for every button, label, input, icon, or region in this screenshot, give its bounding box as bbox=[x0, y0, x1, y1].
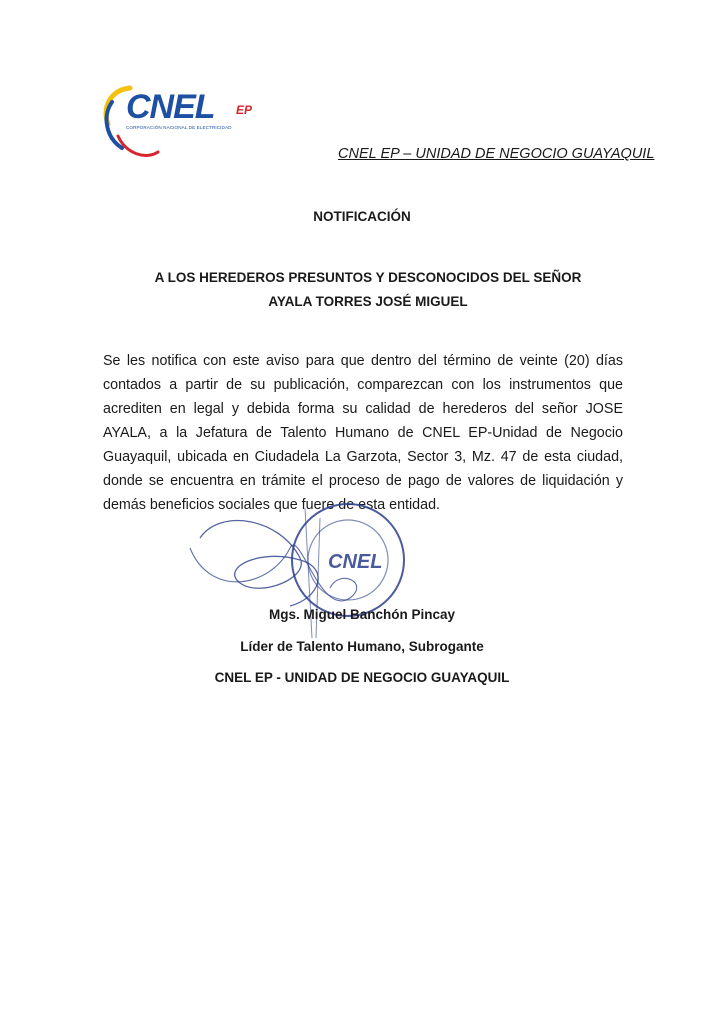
notification-body: Se les notifica con este aviso para que dentro del término de veinte (20) días contados a partir de su publicación, comparezcan con los instrumentos que acrediten en legal y debida forma su calidad de herederos del señor JOSE AYALA, a la Jefatura de Talento Humano de CNEL EP-Unidad de Negocio Guayaquil, ubicada en Ciudadela La Garzota, Sector 3, Mz. 47 de esta ciudad, donde se encuentra en trámite el proceso de pago de valores de liquidación y demás beneficios sociales que fuere de esta entidad. bbox=[103, 353, 623, 513]
signatory-role: Líder de Talento Humano, Subrogante bbox=[240, 639, 484, 654]
official-seal-stamp bbox=[180, 488, 440, 648]
addressee-line-2: AYALA TORRES JOSÉ MIGUEL bbox=[268, 294, 468, 309]
addressee-line-1: A LOS HEREDEROS PRESUNTOS Y DESCONOCIDOS DEL SEÑOR bbox=[154, 270, 582, 285]
header-unit-name: CNEL EP – UNIDAD DE NEGOCIO GUAYAQUIL bbox=[338, 146, 655, 162]
signatory-name: Mgs. Miguel Banchón Pincay bbox=[268, 607, 456, 622]
logo-ep-text: EP bbox=[236, 103, 253, 117]
logo-subtitle: CORPORACIÓN NACIONAL DE ELECTRICIDAD bbox=[126, 125, 232, 130]
cnel-logo bbox=[100, 78, 270, 168]
signatory-organization: CNEL EP - UNIDAD DE NEGOCIO GUAYAQUIL bbox=[214, 670, 510, 685]
document-title: NOTIFICACIÓN bbox=[313, 209, 411, 224]
seal-stamp-icon bbox=[180, 488, 440, 648]
svg-text:CNEL: CNEL bbox=[328, 551, 383, 573]
logo-brand-text: CNEL bbox=[126, 88, 215, 126]
